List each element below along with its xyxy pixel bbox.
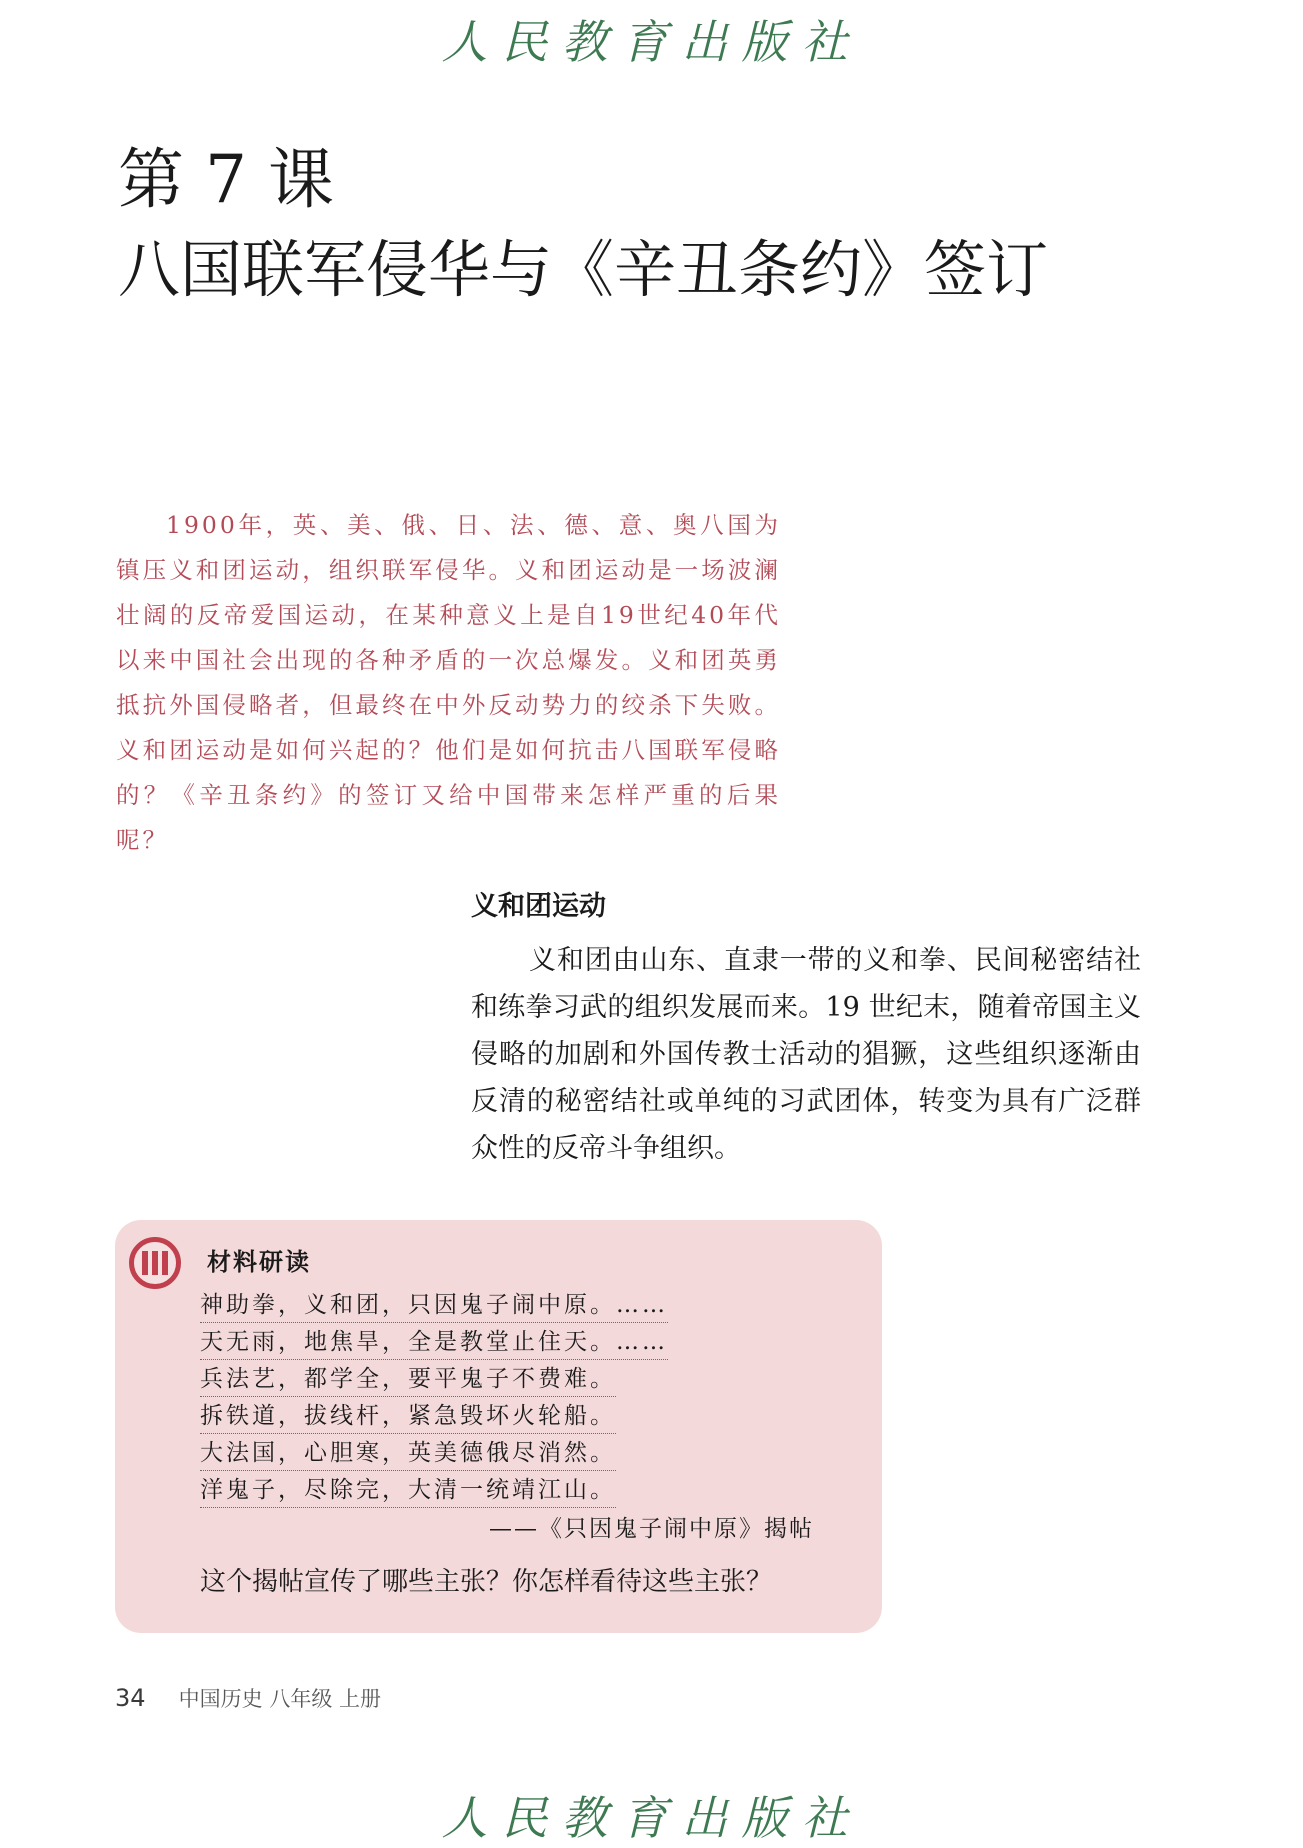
page-footer [115,1683,381,1713]
poem-line: 大法国，心胆寒，英美德俄尽消然。 [200,1436,616,1471]
poem-line: 兵法艺，都学全，要平鬼子不费难。 [200,1362,616,1397]
lesson-introduction: 1900年，英、美、俄、日、法、德、意、奥八国为镇压义和团运动，组织联军侵华。义和团运动是一场波澜壮阔的反帝爱国运动，在某种意义上是自19世纪40年代以来中国社会出现的各种矛盾的一次总爆发。义和团英勇抵抗外国侵略者，但最终在中外反动势力的绞杀下失败。义和团运动是如何兴起的？他们是如何抗击八国联军侵略的？《辛丑条约》的签订又给中国带来怎样严重的后果呢？ [116,511,781,854]
poem-line: 天无雨，地焦旱，全是教堂止住天。…… [200,1325,668,1360]
material-reading-box [115,1220,882,1633]
poem-line: 拆铁道，拔线杆，紧急毁坏火轮船。 [200,1399,616,1434]
material-reading-icon [129,1237,181,1289]
lesson-number: 第 7 课 [118,141,334,218]
book-name: 中国历史 八年级 上册 [178,1687,381,1711]
material-reading-heading: 材料研读 [207,1248,311,1276]
poem-lines [200,1288,668,1510]
lesson-title: 八国联军侵华与《辛丑条约》签订 [118,233,1049,306]
poem-source: ——《只因鬼子闹中原》揭帖 [489,1516,814,1542]
publisher-logo-top: 人民教育出版社 [441,15,862,69]
page-number: 34 [115,1684,146,1712]
publisher-logo-bottom: 人民教育出版社 [441,1791,862,1845]
section-body: 义和团由山东、直隶一带的义和拳、民间秘密结社和练拳习武的组织发展而来。19 世纪末，随着帝国主义侵略的加剧和外国传教士活动的猖獗，这些组织逐渐由反清的秘密结社或单纯的习武团体，转变为具有广泛群众性的反帝斗争组织。 [471,945,1141,1164]
section-heading: 义和团运动 [471,891,606,922]
discussion-question: 这个揭帖宣传了哪些主张？你怎样看待这些主张？ [200,1567,773,1597]
poem-line: 神助拳，义和团，只因鬼子闹中原。…… [200,1288,668,1323]
poem-line: 洋鬼子，尽除完，大清一统靖江山。 [200,1473,616,1508]
